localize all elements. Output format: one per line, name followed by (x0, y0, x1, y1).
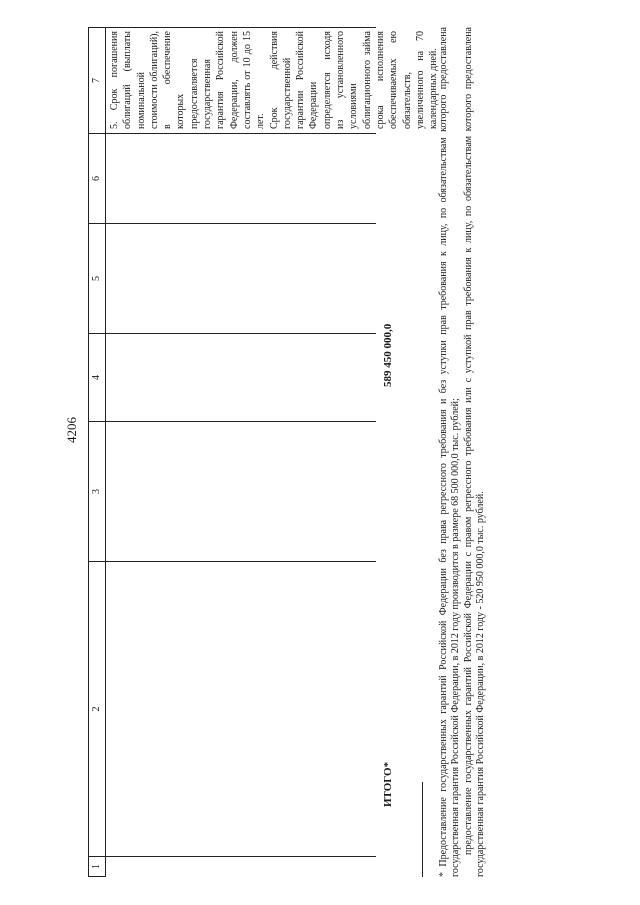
guarantee-term-paragraph: Срок действия государственной гарантии Российской Федерации определяется исходя из установленного условиями облигационного займа срока исполнения обеспечиваемых ею обязательств, увеличенного на 70 календарных дней. (268, 31, 440, 129)
table-cell (106, 134, 376, 224)
footnote-paragraph: предоставление государственных гарантий Российской Федерации с правом регрессного требования или с уступкой прав требования к лицу, по обязательствам которого предоставлена государственная гарантия Российской Федерации, в 2012 году - 520 950 000,0 тыс. рублей. (462, 27, 487, 877)
maturity-term-paragraph: 5. Срок погашения облигаций (выплаты номинальной стоимости облигаций), в обеспечение которых предоставляется государственная гарантия Российской Федерации, должен составлять от 10 до 15 лет. (109, 31, 267, 129)
table-cell (106, 422, 376, 562)
page-number: 4206 (64, 417, 79, 443)
total-value: 589 450 000,0 (382, 323, 394, 387)
table-cell (106, 334, 376, 422)
column-number-3: 3 (89, 422, 105, 562)
column-number-row (88, 27, 106, 877)
column-number-6: 6 (89, 134, 105, 224)
column-number-4: 4 (89, 334, 105, 422)
column-number-7: 7 (89, 27, 105, 134)
footnote-divider (422, 782, 423, 877)
conditions-text (106, 28, 440, 133)
table-cell (106, 224, 376, 334)
column-number-1: 1 (89, 857, 105, 877)
footnotes (438, 27, 488, 877)
total-label: ИТОГО* (382, 761, 394, 807)
column-number-5: 5 (89, 224, 105, 334)
table-cell (106, 857, 376, 877)
rotated-page (10, 10, 630, 895)
column-number-2: 2 (89, 562, 105, 857)
conditions-cell (106, 27, 440, 134)
table-cell (106, 562, 376, 857)
footnote-paragraph: * Предоставление государственных гарантий Российской Федерации без права регрессного требования и без уступки прав требования к лицу, по обязательствам которого предоставлена государственная гарантия Российской Федерации, в 2012 году производится в размере 68 500 000,0 тыс. рублей; (438, 27, 462, 877)
